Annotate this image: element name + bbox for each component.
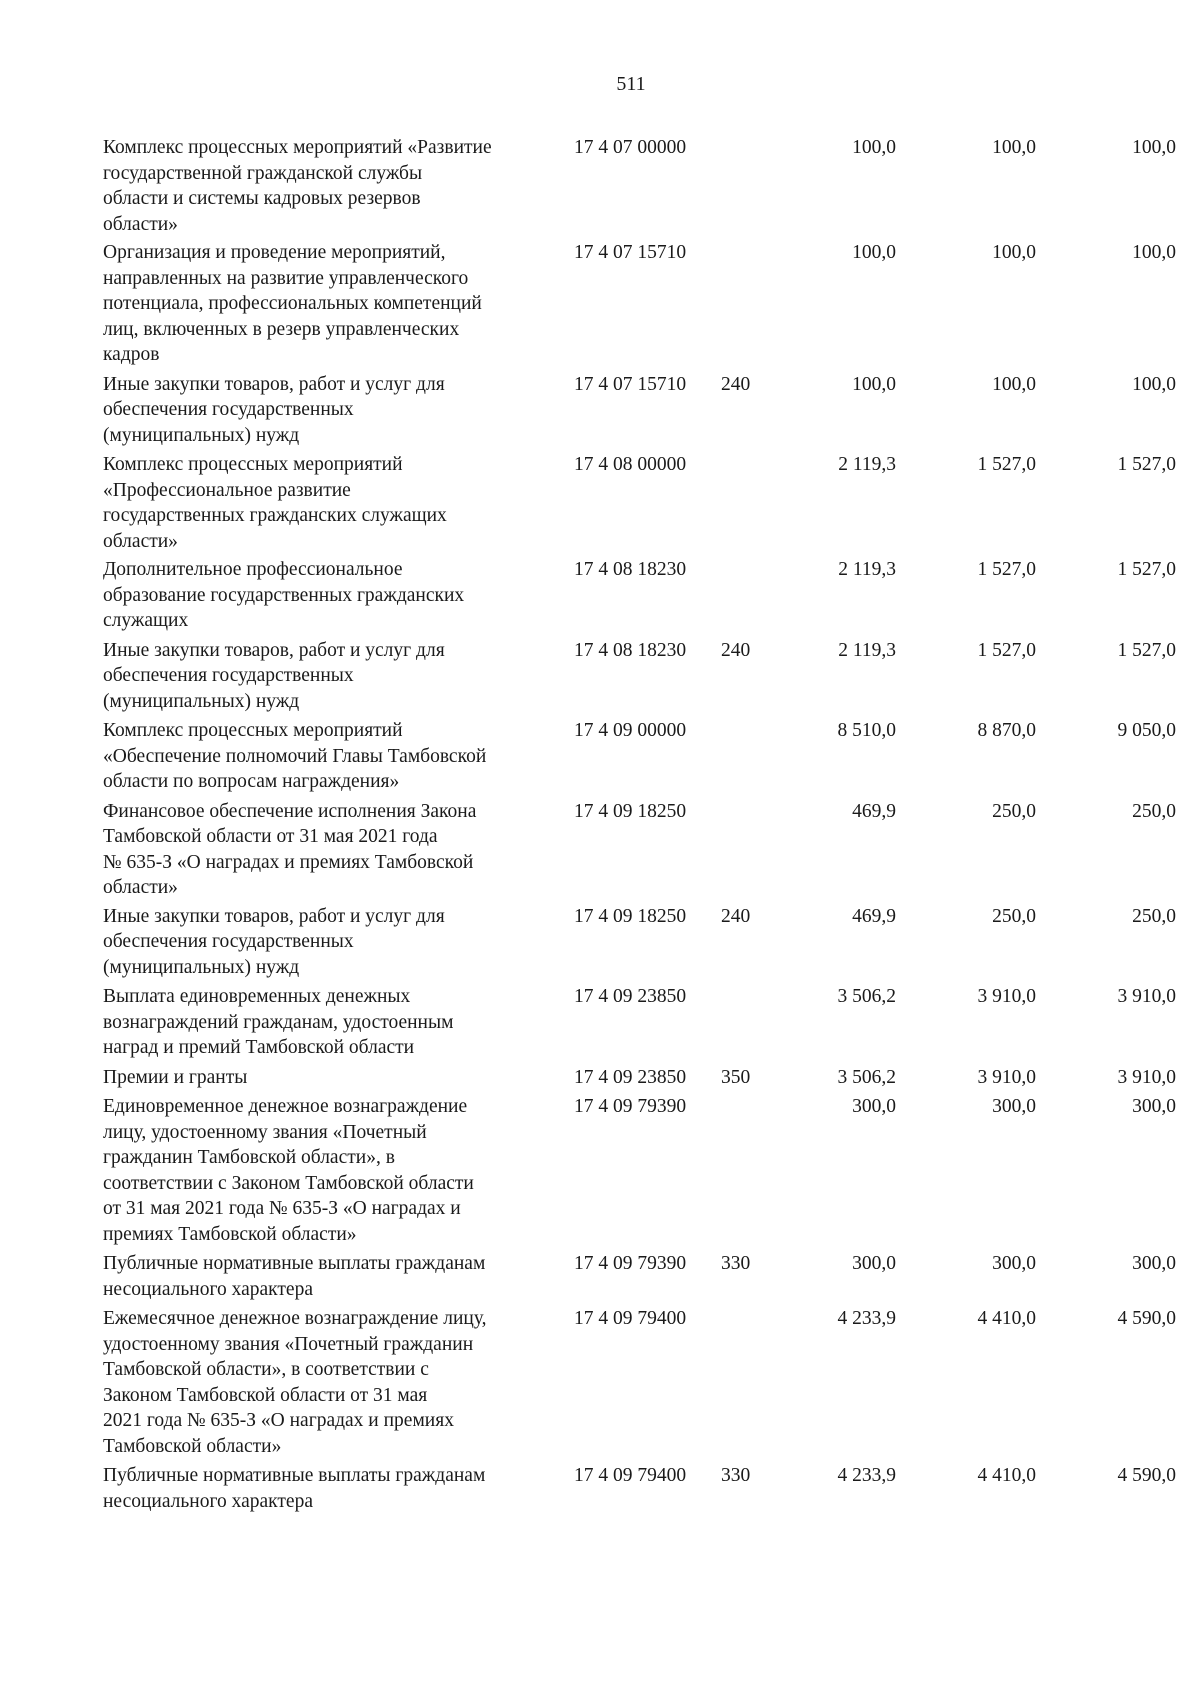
row-amount-year-1: 2 119,3 (838, 454, 896, 475)
row-description: Организация и проведение мероприятий, направленных на развитие управленческого потенциала, профессиональных компетенций лиц, включенных в резерв управленческих кадров (103, 242, 482, 365)
row-amount-year-3: 4 590,0 (1117, 1308, 1176, 1329)
table-row (103, 638, 1183, 715)
row-amount-year-2: 300,0 (992, 1096, 1036, 1117)
row-amount-year-1: 100,0 (852, 137, 896, 158)
row-description: Комплекс процессных мероприятий «Профессиональное развитие государственных гражданских служащих области» (103, 454, 447, 552)
row-target-code: 17 4 07 00000 (574, 137, 687, 158)
table-row (103, 984, 1183, 1061)
row-target-code: 17 4 08 18230 (574, 559, 687, 580)
row-target-code: 17 4 08 18230 (574, 639, 687, 661)
row-description: Публичные нормативные выплаты гражданам несоциального характера (103, 1253, 486, 1300)
row-amount-year-2: 100,0 (992, 373, 1036, 395)
row-amount-year-1: 469,9 (852, 905, 896, 927)
row-description: Премии и гранты (103, 1066, 248, 1088)
row-amount-year-2: 4 410,0 (977, 1465, 1036, 1486)
row-description: Комплекс процессных мероприятий «Обеспечение полномочий Главы Тамбовской области по вопросам награждения» (103, 720, 487, 792)
row-target-code: 17 4 09 79390 (574, 1253, 687, 1274)
row-amount-year-1: 4 233,9 (837, 1465, 896, 1486)
row-description: Выплата единовременных денежных вознаграждений гражданам, удостоенным наград и премий Тамбовской области (103, 986, 454, 1058)
row-description: Комплекс процессных мероприятий «Развитие государственной гражданской службы области и системы кадровых резервов области» (103, 137, 492, 235)
table-row (103, 240, 1183, 368)
row-target-code: 17 4 09 18250 (574, 905, 687, 927)
row-amount-year-2: 300,0 (992, 1253, 1036, 1274)
row-description: Иные закупки товаров, работ и услуг для обеспечения государственных (муниципальных) нужд (103, 639, 445, 712)
row-amount-year-3: 100,0 (1132, 242, 1176, 263)
table-row (103, 372, 1183, 449)
row-amount-year-2: 1 527,0 (977, 639, 1036, 661)
table-row (103, 718, 1183, 795)
row-target-code: 17 4 08 00000 (574, 454, 687, 475)
row-amount-year-1: 8 510,0 (837, 720, 896, 741)
row-description: Публичные нормативные выплаты гражданам несоциального характера (103, 1465, 486, 1512)
table-row (103, 452, 1183, 554)
table-row (103, 557, 1183, 634)
table-row (103, 1065, 1183, 1091)
table-row (103, 1306, 1183, 1459)
row-amount-year-2: 250,0 (992, 800, 1036, 822)
row-expense-type: 330 (721, 1253, 751, 1274)
row-amount-year-2: 1 527,0 (977, 454, 1036, 475)
row-target-code: 17 4 09 79400 (574, 1465, 687, 1486)
row-expense-type: 240 (721, 373, 751, 395)
row-amount-year-2: 250,0 (992, 905, 1036, 927)
row-amount-year-2: 100,0 (992, 242, 1036, 263)
row-target-code: 17 4 09 00000 (574, 720, 687, 741)
row-target-code: 17 4 07 15710 (574, 373, 687, 395)
row-description: Иные закупки товаров, работ и услуг для обеспечения государственных (муниципальных) нужд (103, 373, 445, 446)
row-amount-year-1: 100,0 (852, 242, 896, 263)
row-amount-year-3: 300,0 (1132, 1096, 1176, 1117)
row-description: Единовременное денежное вознаграждение лицу, удостоенному звания «Почетный гражданин Тамбовской области», в соответствии с Законом Тамбовской области от 31 мая 2021 года № 635-З «О наградах и премиях Тамбовской области» (103, 1096, 474, 1245)
row-expense-type: 350 (721, 1066, 751, 1088)
table-row (103, 1463, 1183, 1514)
budget-table (103, 135, 1183, 1514)
row-target-code: 17 4 07 15710 (574, 242, 687, 263)
row-target-code: 17 4 09 23850 (574, 1066, 687, 1088)
row-amount-year-3: 100,0 (1132, 373, 1176, 395)
row-target-code: 17 4 09 18250 (574, 800, 687, 822)
row-amount-year-1: 300,0 (852, 1096, 896, 1117)
row-amount-year-1: 100,0 (852, 373, 896, 395)
row-description: Иные закупки товаров, работ и услуг для обеспечения государственных (муниципальных) нужд (103, 905, 445, 978)
row-target-code: 17 4 09 23850 (574, 986, 687, 1007)
row-amount-year-1: 3 506,2 (837, 1066, 896, 1088)
row-description: Дополнительное профессиональное образование государственных гражданских служащих (103, 559, 465, 631)
page-number: 511 (616, 73, 646, 95)
row-amount-year-1: 3 506,2 (837, 986, 896, 1007)
table-row (103, 1094, 1183, 1247)
row-expense-type: 240 (721, 905, 751, 927)
row-amount-year-1: 469,9 (852, 800, 896, 822)
row-amount-year-3: 9 050,0 (1117, 720, 1176, 741)
row-expense-type: 330 (721, 1465, 751, 1486)
row-expense-type: 240 (721, 639, 751, 661)
row-amount-year-3: 1 527,0 (1117, 454, 1176, 475)
row-amount-year-2: 3 910,0 (977, 1066, 1036, 1088)
row-amount-year-3: 1 527,0 (1117, 559, 1176, 580)
row-amount-year-2: 100,0 (992, 137, 1036, 158)
table-row (103, 1251, 1183, 1302)
row-description: Ежемесячное денежное вознаграждение лицу, удостоенному звания «Почетный гражданин Тамбовской области», в соответствии с Законом Тамбовской области от 31 мая 2021 года № 635-З «О наградах и премиях Тамбовской области» (103, 1308, 487, 1457)
table-row (103, 799, 1183, 901)
row-amount-year-1: 300,0 (852, 1253, 896, 1274)
table-row (103, 904, 1183, 981)
row-amount-year-1: 4 233,9 (837, 1308, 896, 1329)
row-amount-year-2: 3 910,0 (977, 986, 1036, 1007)
row-target-code: 17 4 09 79390 (574, 1096, 687, 1117)
row-amount-year-2: 1 527,0 (977, 559, 1036, 580)
row-amount-year-3: 4 590,0 (1117, 1465, 1176, 1486)
table-row (103, 135, 1183, 237)
row-amount-year-2: 8 870,0 (977, 720, 1036, 741)
row-amount-year-1: 2 119,3 (838, 559, 896, 580)
row-amount-year-3: 3 910,0 (1117, 1066, 1176, 1088)
row-amount-year-3: 250,0 (1132, 905, 1176, 927)
row-amount-year-3: 250,0 (1132, 800, 1176, 822)
row-description: Финансовое обеспечение исполнения Закона Тамбовской области от 31 мая 2021 года № 635-З «О наградах и премиях Тамбовской области» (103, 800, 477, 898)
row-amount-year-3: 100,0 (1132, 137, 1176, 158)
row-amount-year-2: 4 410,0 (977, 1308, 1036, 1329)
row-amount-year-3: 300,0 (1132, 1253, 1176, 1274)
row-amount-year-3: 1 527,0 (1117, 639, 1176, 661)
row-amount-year-3: 3 910,0 (1117, 986, 1176, 1007)
row-amount-year-1: 2 119,3 (838, 639, 896, 661)
row-target-code: 17 4 09 79400 (574, 1308, 687, 1329)
